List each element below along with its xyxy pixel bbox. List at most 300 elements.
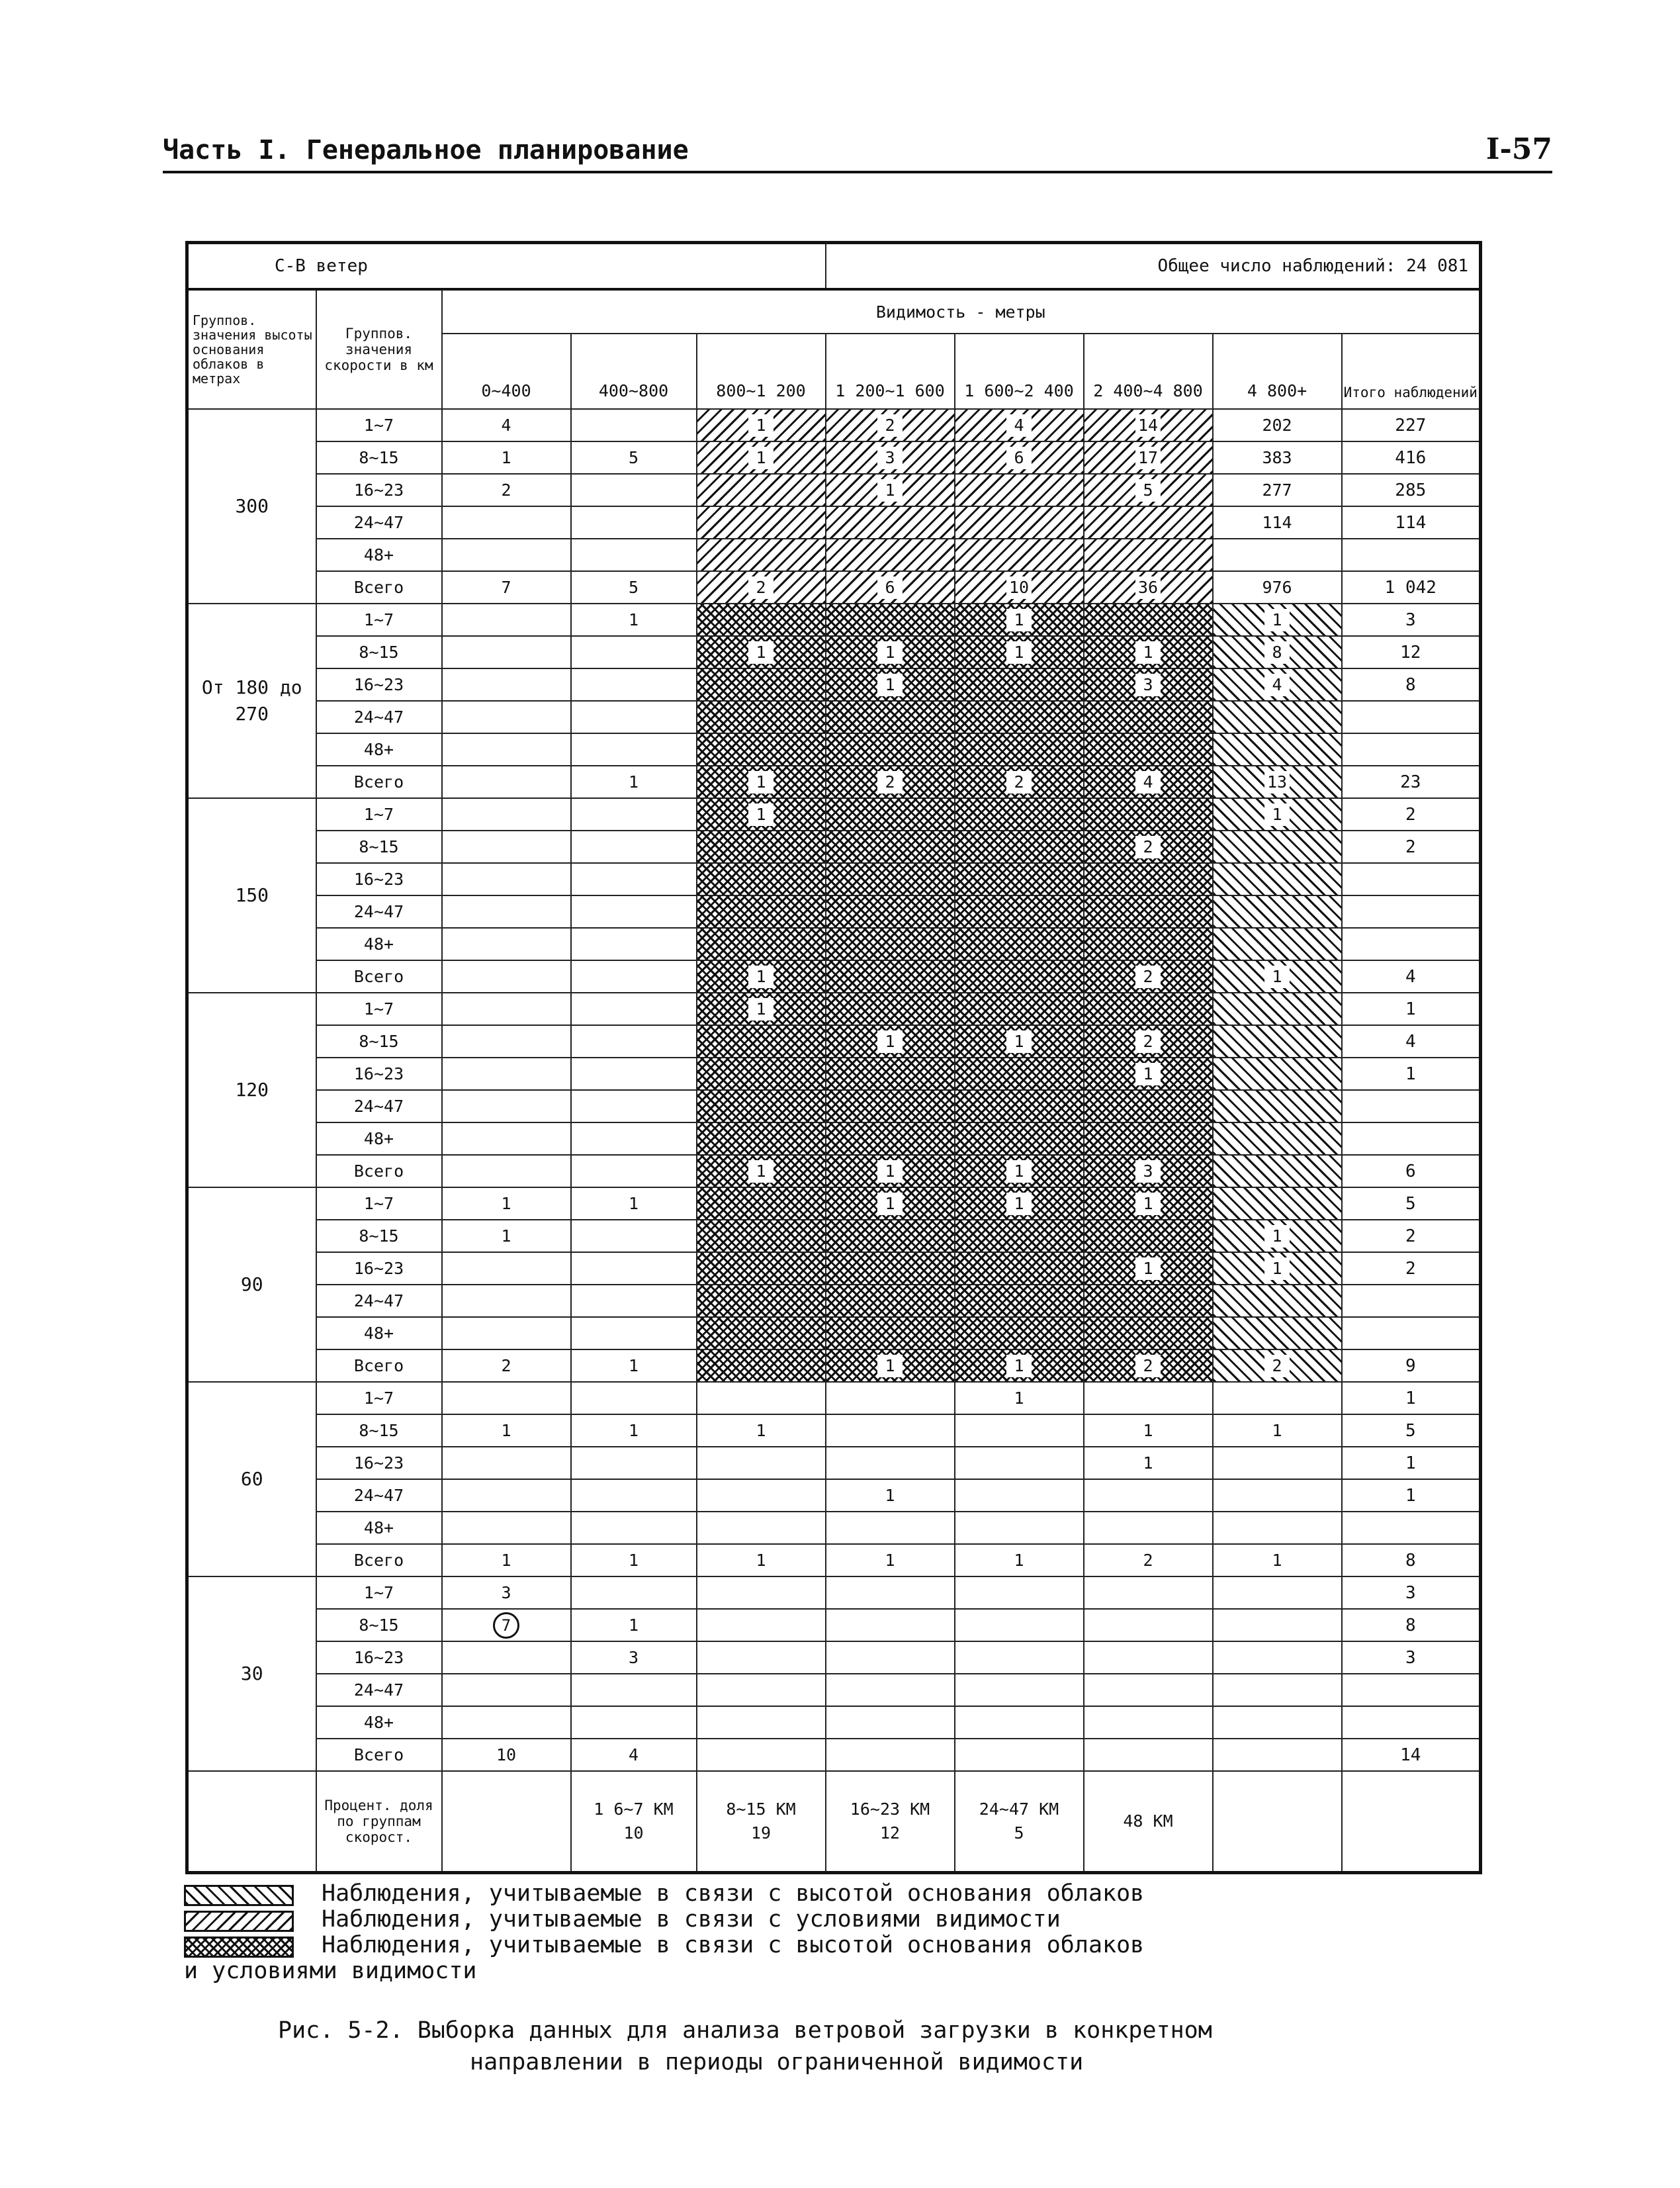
table-cell bbox=[697, 604, 826, 636]
table-row bbox=[187, 1317, 1481, 1349]
table-row bbox=[187, 1155, 1481, 1187]
col-header: 400~800 bbox=[571, 334, 697, 409]
table-cell bbox=[826, 766, 955, 798]
cell-value: 1 bbox=[1272, 1551, 1282, 1570]
cell-value: 1 bbox=[1135, 1257, 1161, 1280]
table-cell bbox=[826, 1090, 955, 1122]
table-cell bbox=[697, 1349, 826, 1382]
table-cell bbox=[826, 604, 955, 636]
table-row bbox=[187, 409, 1481, 441]
cell-value: 5 bbox=[1135, 479, 1161, 502]
table-cell bbox=[955, 1512, 1084, 1544]
table-cell bbox=[826, 1609, 955, 1641]
page-header bbox=[163, 132, 1552, 173]
table-cell bbox=[1084, 1382, 1213, 1414]
row-total: 3 bbox=[1342, 604, 1481, 636]
row-total: 1 bbox=[1342, 1447, 1481, 1479]
table-cell bbox=[697, 701, 826, 733]
table-cell bbox=[697, 928, 826, 960]
table-cell bbox=[826, 1706, 955, 1739]
col-header-total: Итого наблюдений bbox=[1342, 334, 1481, 409]
table-cell bbox=[697, 1706, 826, 1739]
speed-label: Всего bbox=[316, 1739, 442, 1771]
table-cell bbox=[571, 766, 697, 798]
table-cell bbox=[1213, 1187, 1342, 1220]
empty-cell bbox=[187, 1771, 316, 1873]
cell-value: 6 bbox=[877, 576, 903, 599]
percent-cell bbox=[826, 1771, 955, 1873]
table-cell bbox=[1084, 1090, 1213, 1122]
table-cell bbox=[442, 1674, 571, 1706]
cell-value: 14 bbox=[1135, 414, 1161, 437]
percent-value: 5 bbox=[1014, 1823, 1024, 1843]
col-header: 1 200~1 600 bbox=[826, 334, 955, 409]
table-cell bbox=[697, 1576, 826, 1609]
table-cell bbox=[955, 636, 1084, 668]
speed-label: 24~47 bbox=[316, 1090, 442, 1122]
table-cell bbox=[697, 1479, 826, 1512]
table-cell bbox=[1084, 1187, 1213, 1220]
table-cell bbox=[442, 798, 571, 831]
table-cell bbox=[571, 1641, 697, 1674]
table-cell bbox=[1084, 1025, 1213, 1058]
table-cell bbox=[442, 1512, 571, 1544]
table-cell bbox=[826, 993, 955, 1025]
row-total: 1 bbox=[1342, 1058, 1481, 1090]
row-total bbox=[1342, 1706, 1481, 1739]
table-cell bbox=[955, 766, 1084, 798]
cell-value: 1 bbox=[1143, 1453, 1153, 1473]
table-cell bbox=[1213, 1674, 1342, 1706]
table-row bbox=[187, 895, 1481, 928]
table-cell bbox=[1084, 766, 1213, 798]
row-total bbox=[1342, 733, 1481, 766]
cell-value: 976 bbox=[1262, 578, 1292, 597]
table-row bbox=[187, 928, 1481, 960]
table-cell bbox=[826, 571, 955, 604]
table-cell bbox=[1213, 1641, 1342, 1674]
table-cell bbox=[697, 409, 826, 441]
cell-value: 1 bbox=[748, 966, 774, 988]
row-total: 1 bbox=[1342, 1479, 1481, 1512]
cell-value: 1 bbox=[1272, 1421, 1282, 1440]
row-total bbox=[1342, 863, 1481, 895]
table-cell bbox=[826, 1122, 955, 1155]
total-observations: Общее число наблюдений: 24 081 bbox=[826, 243, 1481, 290]
table-cell bbox=[826, 1155, 955, 1187]
cell-value: 2 bbox=[1135, 1030, 1161, 1053]
table-cell bbox=[826, 1414, 955, 1447]
table-cell bbox=[571, 1674, 697, 1706]
percent-label: Процент. доля по группам скорост. bbox=[316, 1771, 442, 1873]
table-cell bbox=[955, 1576, 1084, 1609]
table-cell bbox=[697, 474, 826, 506]
cell-value: 2 bbox=[877, 414, 903, 437]
speed-label: Всего bbox=[316, 571, 442, 604]
cell-value: 1 bbox=[756, 1421, 766, 1440]
table-cell bbox=[571, 668, 697, 701]
cell-value: 1 bbox=[501, 1421, 511, 1440]
table-cell bbox=[826, 1187, 955, 1220]
table-row bbox=[187, 636, 1481, 668]
cell-value: 6 bbox=[1006, 447, 1032, 469]
table-row bbox=[187, 1285, 1481, 1317]
table-row bbox=[187, 539, 1481, 571]
table-cell bbox=[955, 863, 1084, 895]
table-cell bbox=[1084, 1252, 1213, 1285]
table-cell bbox=[442, 1252, 571, 1285]
cell-value: 1 bbox=[748, 1160, 774, 1183]
table-cell bbox=[955, 409, 1084, 441]
table-cell bbox=[826, 1252, 955, 1285]
table-cell bbox=[955, 1641, 1084, 1674]
table-row bbox=[187, 1512, 1481, 1544]
table-cell bbox=[1084, 1447, 1213, 1479]
table-cell bbox=[442, 993, 571, 1025]
table-cell bbox=[571, 1252, 697, 1285]
cell-value: 8 bbox=[1264, 641, 1290, 664]
table-cell bbox=[826, 1025, 955, 1058]
table-cell bbox=[826, 668, 955, 701]
cell-value: 1 bbox=[1006, 609, 1032, 631]
table-cell bbox=[697, 1252, 826, 1285]
table-cell bbox=[826, 1382, 955, 1414]
visibility-header: Видимость - метры bbox=[442, 289, 1481, 334]
table-cell bbox=[1213, 1544, 1342, 1576]
table-cell bbox=[1213, 636, 1342, 668]
cell-value: 1 bbox=[1014, 1389, 1024, 1408]
cell-value: 3 bbox=[628, 1648, 639, 1667]
cell-value: 3 bbox=[1135, 1160, 1161, 1183]
row-total: 2 bbox=[1342, 1252, 1481, 1285]
table-row bbox=[187, 1252, 1481, 1285]
table-cell bbox=[697, 1317, 826, 1349]
cell-value: 4 bbox=[628, 1745, 639, 1764]
cell-value: 1 bbox=[1135, 1063, 1161, 1085]
cell-value: 1 bbox=[628, 1551, 639, 1570]
legend-visibility: Наблюдения, учитываемые в связи с условиями видимости bbox=[322, 1906, 1061, 1933]
table-cell bbox=[955, 733, 1084, 766]
table-cell bbox=[697, 1025, 826, 1058]
table-cell bbox=[1213, 1512, 1342, 1544]
table-cell bbox=[955, 1706, 1084, 1739]
table-cell bbox=[955, 1382, 1084, 1414]
table-cell bbox=[826, 506, 955, 539]
table-cell bbox=[442, 831, 571, 863]
table-cell bbox=[442, 1706, 571, 1739]
table-cell bbox=[571, 1285, 697, 1317]
height-group-label: 60 bbox=[187, 1382, 316, 1576]
cell-value: 5 bbox=[628, 448, 639, 467]
table-cell bbox=[1213, 1058, 1342, 1090]
speed-label: 16~23 bbox=[316, 863, 442, 895]
row-total: 1 bbox=[1342, 1382, 1481, 1414]
percent-cell bbox=[571, 1771, 697, 1873]
height-group-label: 120 bbox=[187, 993, 316, 1187]
table-cell bbox=[442, 539, 571, 571]
percent-speed-label: 8~15 КМ bbox=[726, 1800, 796, 1819]
row-total: 5 bbox=[1342, 1414, 1481, 1447]
caption-line-2: направлении в периоды ограниченной видимости bbox=[470, 2049, 1084, 2075]
table-cell bbox=[955, 1285, 1084, 1317]
speed-label: 8~15 bbox=[316, 441, 442, 474]
table-cell bbox=[1213, 668, 1342, 701]
table-cell bbox=[697, 863, 826, 895]
row-total: 4 bbox=[1342, 960, 1481, 993]
table-cell bbox=[697, 1058, 826, 1090]
speed-label: 16~23 bbox=[316, 668, 442, 701]
table-cell bbox=[571, 895, 697, 928]
table-cell bbox=[826, 474, 955, 506]
table-cell bbox=[571, 798, 697, 831]
table-cell bbox=[955, 441, 1084, 474]
table-cell bbox=[1213, 895, 1342, 928]
wind-direction: С-В ветер bbox=[187, 243, 826, 290]
cell-value: 1 bbox=[877, 479, 903, 502]
table-cell bbox=[1084, 441, 1213, 474]
table-cell bbox=[826, 409, 955, 441]
table-cell bbox=[697, 1674, 826, 1706]
row-total: 2 bbox=[1342, 1220, 1481, 1252]
table-cell bbox=[955, 668, 1084, 701]
speed-label: Всего bbox=[316, 1349, 442, 1382]
cell-value: 2 bbox=[1135, 1355, 1161, 1377]
table-cell bbox=[442, 895, 571, 928]
table-cell bbox=[697, 506, 826, 539]
cell-value: 1 bbox=[756, 1551, 766, 1570]
cell-value: 2 bbox=[748, 576, 774, 599]
table-cell bbox=[826, 1544, 955, 1576]
cell-value: 4 bbox=[1264, 674, 1290, 696]
table-cell bbox=[697, 1382, 826, 1414]
table-cell bbox=[697, 571, 826, 604]
table-row bbox=[187, 1479, 1481, 1512]
cell-value: 1 bbox=[748, 447, 774, 469]
col-header: 4 800+ bbox=[1213, 334, 1342, 409]
cell-value: 1 bbox=[501, 1551, 511, 1570]
cell-value: 1 bbox=[1264, 609, 1290, 631]
table-cell bbox=[697, 1512, 826, 1544]
table-cell bbox=[1084, 1706, 1213, 1739]
cell-value: 2 bbox=[1264, 1355, 1290, 1377]
table-cell bbox=[442, 1025, 571, 1058]
table-cell bbox=[955, 1447, 1084, 1479]
table-cell bbox=[571, 1090, 697, 1122]
table-cell bbox=[826, 1349, 955, 1382]
table-row bbox=[187, 993, 1481, 1025]
table-cell bbox=[826, 701, 955, 733]
table-cell bbox=[697, 1414, 826, 1447]
table-cell bbox=[826, 1285, 955, 1317]
table-cell bbox=[1084, 1349, 1213, 1382]
cell-value: 1 bbox=[1135, 641, 1161, 664]
cell-value: 10 bbox=[1006, 576, 1032, 599]
height-group-label: 300 bbox=[187, 409, 316, 604]
table-cell bbox=[1084, 1317, 1213, 1349]
table-row bbox=[187, 1739, 1481, 1771]
table-cell bbox=[1084, 960, 1213, 993]
table-cell bbox=[697, 1090, 826, 1122]
table-cell bbox=[1213, 539, 1342, 571]
table-cell bbox=[697, 831, 826, 863]
table-cell bbox=[1213, 733, 1342, 766]
table-cell bbox=[955, 1220, 1084, 1252]
table-cell bbox=[571, 636, 697, 668]
speed-label: 1~7 bbox=[316, 798, 442, 831]
table-cell bbox=[955, 1479, 1084, 1512]
speed-label: 48+ bbox=[316, 1317, 442, 1349]
table-cell bbox=[955, 1058, 1084, 1090]
percent-speed-label: 24~47 КМ bbox=[979, 1800, 1059, 1819]
speed-label: 16~23 bbox=[316, 474, 442, 506]
table-cell bbox=[697, 1544, 826, 1576]
row-total: 416 bbox=[1342, 441, 1481, 474]
row-total: 8 bbox=[1342, 1544, 1481, 1576]
table-cell bbox=[442, 1058, 571, 1090]
speed-label: 1~7 bbox=[316, 1382, 442, 1414]
row-total: 9 bbox=[1342, 1349, 1481, 1382]
table-cell bbox=[442, 701, 571, 733]
table-cell bbox=[571, 1706, 697, 1739]
cell-value: 1 bbox=[628, 1616, 639, 1635]
speed-label: 8~15 bbox=[316, 1220, 442, 1252]
table-cell bbox=[571, 1220, 697, 1252]
table-row bbox=[187, 1641, 1481, 1674]
cell-value: 1 bbox=[877, 641, 903, 664]
table-cell bbox=[1084, 1641, 1213, 1674]
table-cell bbox=[442, 863, 571, 895]
table-cell bbox=[571, 409, 697, 441]
table-cell bbox=[571, 441, 697, 474]
cell-value: 2 bbox=[1143, 1551, 1153, 1570]
row-total bbox=[1342, 701, 1481, 733]
table-row bbox=[187, 1447, 1481, 1479]
table-cell bbox=[571, 1317, 697, 1349]
table-cell bbox=[955, 798, 1084, 831]
cell-value: 1 bbox=[885, 1551, 895, 1570]
table-cell bbox=[1213, 1706, 1342, 1739]
speed-label: 8~15 bbox=[316, 636, 442, 668]
table-cell bbox=[442, 1739, 571, 1771]
row-total bbox=[1342, 928, 1481, 960]
cell-value: 1 bbox=[1264, 1257, 1290, 1280]
table-cell bbox=[1084, 1576, 1213, 1609]
table-cell bbox=[571, 474, 697, 506]
table-cell bbox=[1084, 604, 1213, 636]
row-total: 3 bbox=[1342, 1641, 1481, 1674]
cell-value: 1 bbox=[628, 1194, 639, 1213]
table-cell bbox=[442, 1090, 571, 1122]
row-total: 2 bbox=[1342, 798, 1481, 831]
table-cell bbox=[955, 1609, 1084, 1641]
table-cell bbox=[442, 1155, 571, 1187]
table-cell bbox=[955, 960, 1084, 993]
table-cell bbox=[955, 831, 1084, 863]
table-cell bbox=[442, 1576, 571, 1609]
cell-value: 4 bbox=[501, 416, 511, 435]
table-cell bbox=[697, 1609, 826, 1641]
table-cell bbox=[1084, 798, 1213, 831]
col-header: 1 600~2 400 bbox=[955, 334, 1084, 409]
table-cell bbox=[1084, 1674, 1213, 1706]
table-cell bbox=[1084, 1512, 1213, 1544]
table-cell bbox=[955, 1414, 1084, 1447]
table-cell bbox=[826, 1479, 955, 1512]
table-row bbox=[187, 604, 1481, 636]
table-cell bbox=[826, 960, 955, 993]
table-cell bbox=[1084, 1122, 1213, 1155]
table-cell bbox=[1084, 1479, 1213, 1512]
table-cell bbox=[1084, 668, 1213, 701]
cell-value: 1 bbox=[1264, 966, 1290, 988]
table-cell bbox=[826, 1220, 955, 1252]
row-total bbox=[1342, 1285, 1481, 1317]
table-row bbox=[187, 441, 1481, 474]
cell-value: 1 bbox=[1135, 1193, 1161, 1215]
speed-label: 48+ bbox=[316, 539, 442, 571]
table-cell bbox=[1084, 409, 1213, 441]
cell-value: 3 bbox=[877, 447, 903, 469]
table-cell bbox=[697, 1187, 826, 1220]
table-cell bbox=[955, 1090, 1084, 1122]
height-group-label: 90 bbox=[187, 1187, 316, 1382]
table-cell bbox=[1084, 636, 1213, 668]
speed-label: 48+ bbox=[316, 1122, 442, 1155]
table-row bbox=[187, 1122, 1481, 1155]
table-cell bbox=[571, 1479, 697, 1512]
speed-label: 24~47 bbox=[316, 1674, 442, 1706]
cell-value: 5 bbox=[628, 578, 639, 597]
legend-both: Наблюдения, учитываемые в связи с высотой основания облаков bbox=[322, 1932, 1145, 1958]
table-cell bbox=[1213, 993, 1342, 1025]
table-cell bbox=[1213, 1414, 1342, 1447]
percent-value: 12 bbox=[879, 1823, 901, 1843]
table-cell bbox=[1084, 539, 1213, 571]
table-cell bbox=[697, 441, 826, 474]
cell-value: 7 bbox=[501, 578, 511, 597]
cell-value: 277 bbox=[1262, 480, 1292, 500]
table-cell bbox=[697, 960, 826, 993]
table-cell bbox=[1213, 831, 1342, 863]
col-group-speed-header: Группов. значения скорости в км bbox=[316, 289, 442, 409]
table-cell bbox=[955, 1187, 1084, 1220]
col-group-height-header: Группов. значения высоты основания облаков в метрах bbox=[187, 289, 316, 409]
table-cell bbox=[1084, 701, 1213, 733]
cell-value: 2 bbox=[1135, 836, 1161, 858]
table-cell bbox=[1084, 1414, 1213, 1447]
table-cell bbox=[1213, 1739, 1342, 1771]
table-cell bbox=[571, 701, 697, 733]
speed-label: 24~47 bbox=[316, 506, 442, 539]
table-cell bbox=[442, 1447, 571, 1479]
table-row bbox=[187, 863, 1481, 895]
table-cell bbox=[1084, 1285, 1213, 1317]
table-cell bbox=[826, 831, 955, 863]
table-cell bbox=[571, 863, 697, 895]
table-cell bbox=[1084, 1220, 1213, 1252]
table-cell bbox=[1213, 1252, 1342, 1285]
cell-value: 202 bbox=[1262, 416, 1292, 435]
table-cell bbox=[826, 928, 955, 960]
table-cell bbox=[442, 441, 571, 474]
cell-value: 1 bbox=[748, 414, 774, 437]
table-row bbox=[187, 733, 1481, 766]
percent-cell bbox=[1084, 1771, 1213, 1873]
row-total: 2 bbox=[1342, 831, 1481, 863]
speed-label: 1~7 bbox=[316, 1576, 442, 1609]
table-cell bbox=[1213, 409, 1342, 441]
table-cell bbox=[571, 1576, 697, 1609]
